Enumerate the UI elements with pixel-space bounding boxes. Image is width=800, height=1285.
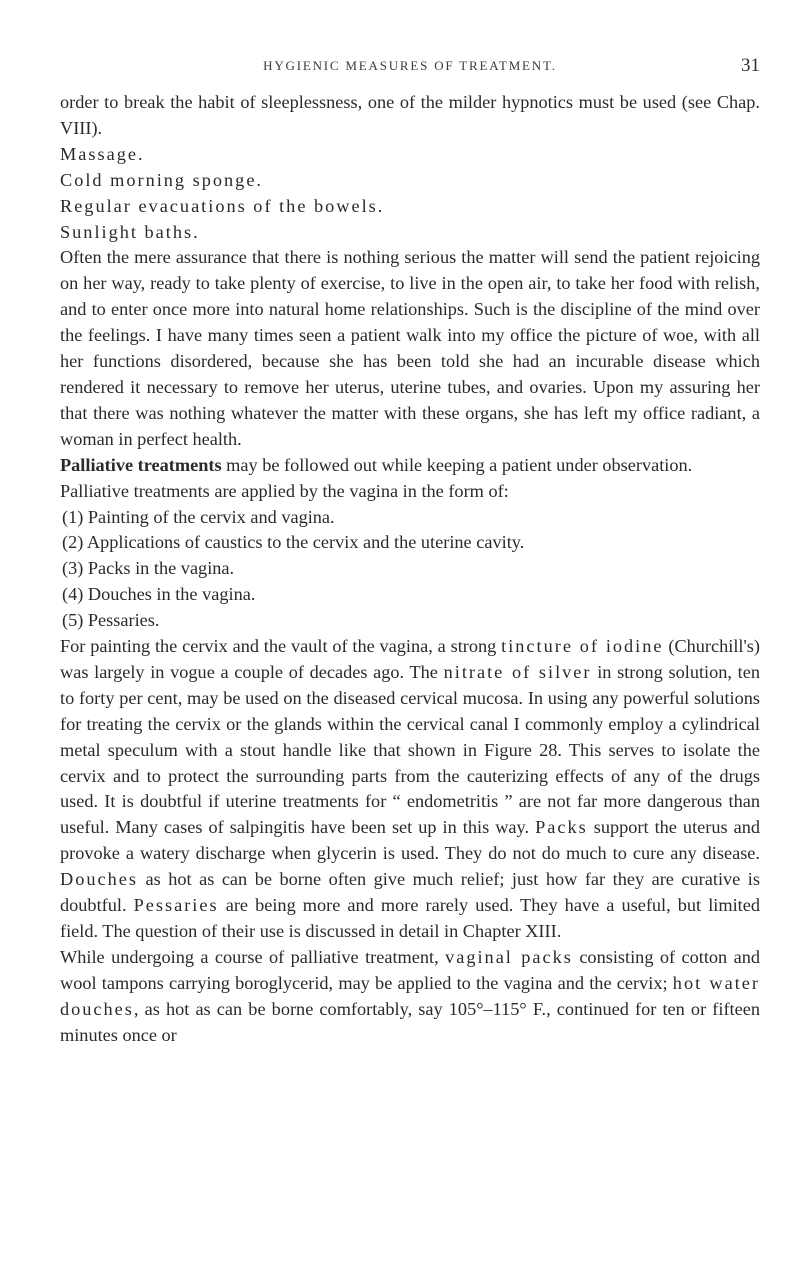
list-item: (2) Applications of caustics to the cervix and the uterine cavity. — [62, 532, 525, 553]
term-pessaries: Pessaries — [133, 895, 219, 916]
text-run: as hot as can be borne often give much relief; just how far they are curative is doubtful. — [60, 869, 760, 916]
text-run: are being more and more rarely used. They have a useful, but limited field. The question of their use is discussed in detail in Chapter XIII. — [60, 895, 760, 941]
text-run: For painting the cervix and the vault of the vagina, a strong — [60, 636, 502, 657]
term-vaginal-packs: vaginal packs — [445, 946, 573, 967]
term-hot-water-douches: hot water douches — [60, 972, 760, 1019]
list-item: (5) Pessaries. — [62, 610, 160, 631]
paragraph-sleeplessness: order to break the habit of sleeplessness, one of the milder hypnotics must be used (see Chap. VIII). — [60, 92, 760, 138]
text-run: consisting of cotton and wool tampons carrying boroglycerid, may be applied to the vagina and the cervix; — [60, 946, 760, 993]
text-run: , as hot as can be borne comfortably, say 105°–115° F., continued for ten or fifteen minutes once or — [60, 998, 760, 1045]
paragraph-painting — [60, 634, 760, 945]
paragraph-palliative-intro — [60, 453, 760, 479]
running-title: HYGIENIC MEASURES OF TREATMENT. — [263, 58, 557, 73]
paragraph-palliative-course — [60, 945, 760, 1049]
palliative-intro-text: may be followed out while keeping a patient under observation. — [221, 454, 693, 475]
measure-regular-evacuations: Regular evacuations of the bowels. — [60, 195, 385, 216]
term-nitrate-silver: nitrate of silver — [443, 661, 592, 682]
text-run: support the uterus and provoke a watery discharge when glycerin is used. They do not do much to cure any disease. — [60, 817, 761, 864]
text-run: in strong solution, ten to forty per cent, may be used on the diseased cervical mucosa. In using any powerful solutions for treating the cervix or the glands within the cervical canal I commonly employ a cylindrical metal speculum with a stout handle like that shown in Figure 28. This serves to isolate the cervix and to protect the surrounding parts from the cauterizing effects of any of the drugs used. It is doubtful if uterine treatments for “ endometritis ” are not far more dangerous than useful. Many cases of salpingitis have been set up in this way. — [60, 661, 760, 838]
measure-massage: Massage. — [60, 143, 145, 164]
list-item: (3) Packs in the vagina. — [62, 558, 235, 579]
page-number: 31 — [741, 55, 760, 76]
list-item: (1) Painting of the cervix and vagina. — [62, 506, 335, 527]
term-douches: Douches — [60, 869, 138, 890]
term-tincture-iodine: tincture of iodine — [501, 636, 664, 657]
measure-cold-sponge: Cold morning sponge. — [60, 169, 264, 190]
measure-sunlight-baths: Sunlight baths. — [60, 221, 200, 242]
body-text — [60, 90, 760, 1049]
paragraph-mere-assurance: Often the mere assurance that there is nothing serious the matter will send the patient rejoicing on her way, ready to take plenty of exercise, to live in the open air, to take her food with relish, and to enter once more into natural home relationships. Such is the discipline of the mind over the feelings. I have many times seen a patient walk into my office the picture of woe, with all her functions disordered, because she has been told she had an incurable disease which rendered it necessary to remove her uterus, uterine tubes, and ovaries. Upon my assuring her that there was nothing whatever the matter with these organs, she has left my office radiant, a woman in perfect health. — [60, 247, 760, 449]
running-head — [60, 55, 760, 80]
palliative-heading: Palliative treatments — [60, 454, 222, 475]
book-page — [60, 55, 761, 1268]
paragraph-palliative-applied: Palliative treatments are applied by the vagina in the form of: — [60, 480, 509, 501]
text-run: (Churchill's) was largely in vogue a couple of decades ago. The — [60, 636, 760, 682]
text-run: While undergoing a course of palliative treatment, — [60, 946, 446, 967]
list-item: (4) Douches in the vagina. — [62, 584, 256, 605]
term-packs: Packs — [535, 817, 588, 838]
